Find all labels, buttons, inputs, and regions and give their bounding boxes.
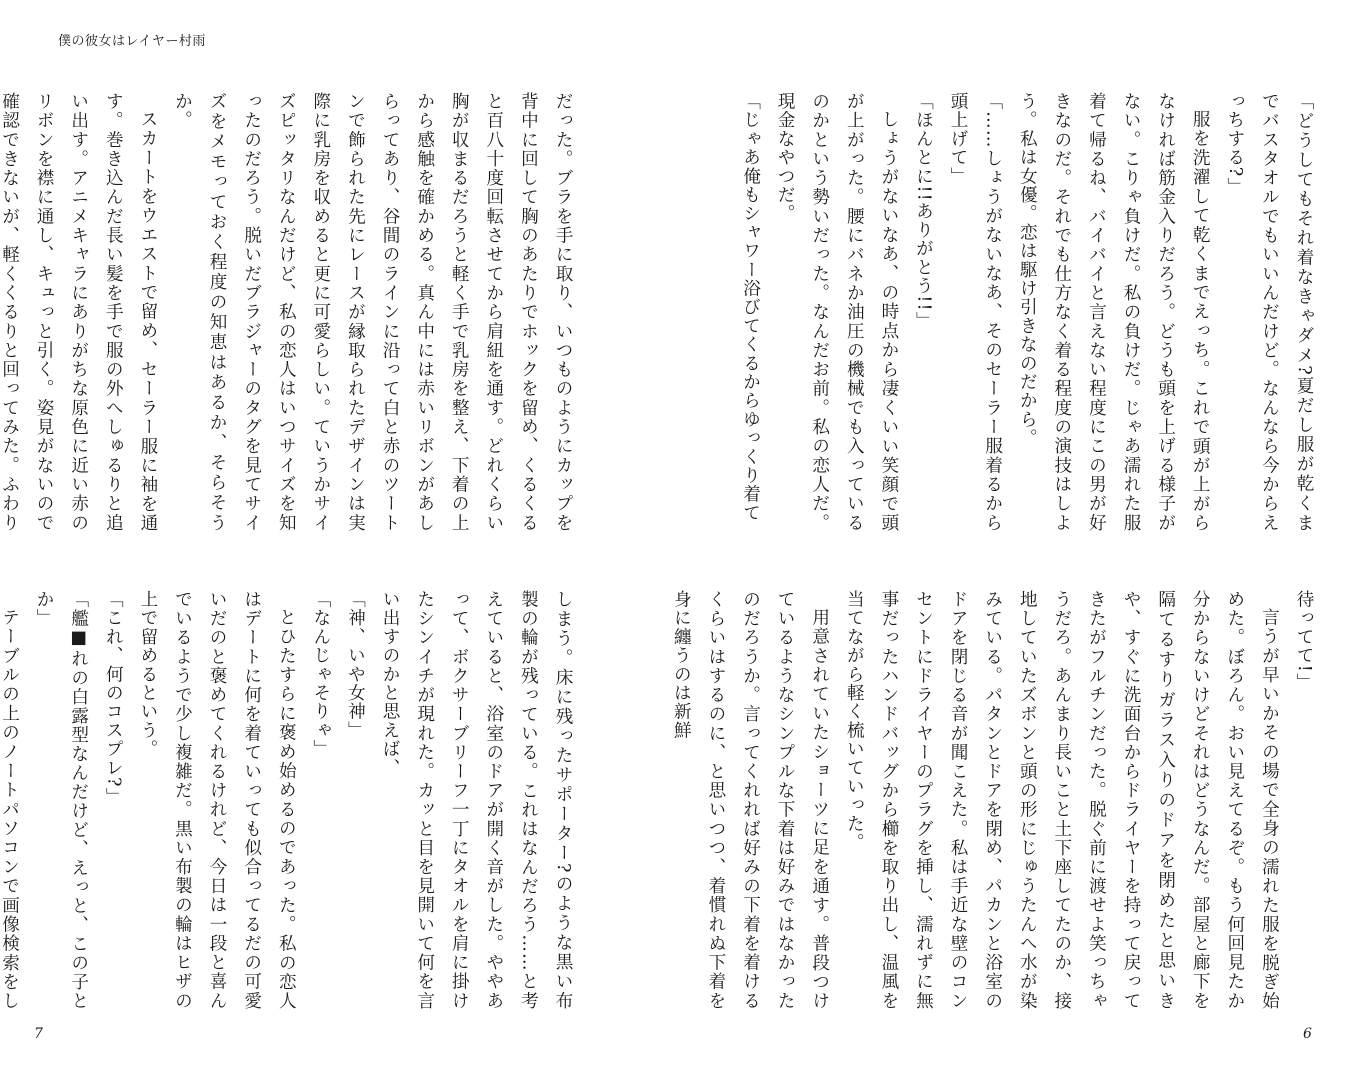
- page-number-left: 7: [34, 1026, 43, 1042]
- dialogue-line: 「これ、何のコスプレ?」: [103, 590, 124, 807]
- paragraph: 服を洗濯して乾くまでえっち。これで頭が上がらなければ筋金入りだろう。どうも頭を上げる様子がない。こりゃ負けだ。私の負けだ。じゃあ濡れた服着て帰るね、バイバイと言えない程度にこの男が好きなのだ。それでも仕方なく着る程度の演技はしよう。私は女優。恋は駆け引きなのだから。: [1017, 92, 1211, 532]
- dialogue-line: 「艦■れの白露型なんだけど、えっと、この子とか」: [34, 590, 89, 1010]
- dialogue-line: 「ほんとに!!ありがとう!!」: [913, 92, 934, 331]
- dialogue-line: 「じゃあ俺もシャワー浴びてくるからゆっくり着て: [740, 92, 761, 523]
- paragraph: しまう。床に残ったサポーター?のような黒い布製の輪が残っている。これはなんだろう……と考えていると、浴室のドアが開く音がした。ややあって、ボクサーブリーフ一丁にタオルを肩に掛けたシンイチが現れた。カッと目を見開いて何を言い出すのかと思えば、: [380, 590, 573, 1010]
- paragraph: しょうがないなあ、の時点から凄くいい笑顔で頭が上がった。腰にバネか油圧の機械でも入っているのかという勢いだった。なんだお前。私の恋人だ。現金なやつだ。: [775, 92, 899, 532]
- text-block-left-top: [0, 92, 580, 532]
- dialogue-line: 「どうしてもそれ着なきゃダメ?夏だし服が乾くまでバスタオルでもいいんだけど。なんなら今からえっちする?」: [1224, 92, 1314, 532]
- dialogue-line: 「なんじゃそりゃ」: [310, 590, 331, 759]
- text-block-right-top: [740, 92, 1321, 532]
- text-block-right-bottom: [671, 590, 1321, 1010]
- paragraph: 用意されていたショーツに足を通す。普段つけているようなシンプルな下着は好みではなかったのだろうか。言ってくれれば好みの下着を着けるくらいはするのに、と思いつつ、着慣れぬ下着を身に纏うのは新鮮: [671, 590, 830, 1010]
- paragraph: だった。ブラを手に取り、いつものようにカップを背中に回して胸のあたりでホックを留め、くるくると百八十度回転させてから肩紐を通す。どれくらい胸が収まるだろうと軽く手で乳房を整え、下着の上から感触を確かめる。真ん中には赤いリボンがあしらってあり、谷間のラインに沿って白と赤のツートンで飾られた先にレースが縁取られたデザインは実際に乳房を収めると更に可愛らしい。ていうかサイズピッタリなんだけど、私の恋人はいつサイズを知ったのだろう。脱いだブラジャーのタグを見てサイズをメモっておく程度の知恵はあるか、そらそうか。: [172, 92, 573, 532]
- paragraph: テーブルの上のノートパソコンで画像検索をし: [0, 607, 20, 1010]
- dialogue-line: 「……しょうがないなあ、そのセーラー服着るから頭上げて」: [948, 92, 1003, 532]
- paragraph: とひたすらに褒め始めるのであった。私の恋人はデートに何を着ていっても似合ってるだの可愛いだのと褒めてくれるけれど、今日は一段と喜んでいるようで少し複雑だ。黒い布製の輪はヒザの上で留めるという。: [137, 590, 297, 1010]
- paragraph: スカートをウエストで留め、セーラー服に袖を通す。巻き込んだ長い髪を手で服の外へしゅるりと追い出す。アニメキャラにありがちな原色に近い赤のリボンを襟に通し、キュっと引く。姿見がないので確認できないが、軽くくるりと回ってみた。ふわり: [0, 92, 158, 532]
- page-right: [673, 0, 1346, 1075]
- page-number-right: 6: [1303, 1026, 1312, 1042]
- dialogue-line: 「神、いや女神」: [345, 590, 366, 740]
- paragraph: 言うが早いかその場で全身の濡れた服を脱ぎ始めた。ぼろん。おい見えてるぞ。もう何回見たか分からないけどそれはどうなんだ。部屋と廊下を隔てるすりガラス入りのドアを閉めたと思いきや、すぐに洗面台からドライヤーを持って戻ってきたがフルチンだった。脱ぐ前に渡せよ笑っちゃうだろ。あんまり長いこと土下座してたのか、接地していたズボンと頭の形にじゅうたんへ水が染みている。パタンとドアを閉め、パカンと浴室のドアを閉じる音が聞こえた。私は手近な壁のコンセントにドライヤーのプラグを挿し、濡れずに無事だったハンドバッグから櫛を取り出し、温風を当てながら軽く梳いていった。: [844, 590, 1280, 1010]
- dialogue-line: 待ってて!」: [1294, 590, 1314, 692]
- running-title: 僕の彼女はレイヤー村雨: [58, 34, 206, 49]
- text-block-left-bottom: [0, 590, 580, 1010]
